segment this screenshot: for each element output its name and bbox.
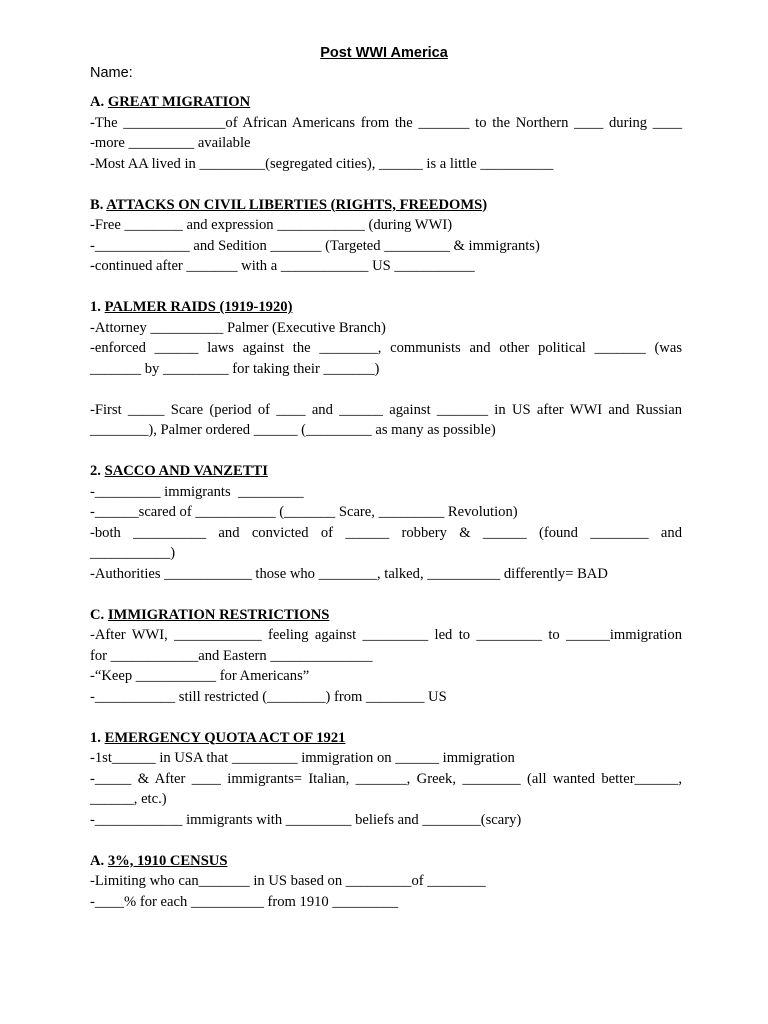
worksheet-line: -“Keep ___________ for Americans” [90, 668, 310, 684]
section-heading [90, 297, 682, 318]
section-immigration-restrictions [90, 605, 682, 708]
worksheet-line: -Limiting who can_______ in US based on _________of ________ [90, 873, 486, 889]
worksheet-line: -Attorney __________ Palmer (Executive Branch) [90, 319, 386, 336]
worksheet-line: _______ by _________ for taking their _______) [90, 360, 380, 377]
worksheet-line: -continued after _______ with a ____________ US ___________ [90, 258, 475, 274]
section-heading [90, 461, 682, 482]
worksheet-line: ___________) [90, 545, 176, 561]
worksheet-line: for ____________and Eastern ______________ [90, 647, 373, 664]
worksheet-line: -Free ________ and expression ____________ (during WWI) [90, 217, 453, 233]
section-prefix: B. [90, 196, 104, 213]
section-title: ATTACKS ON CIVIL LIBERTIES (RIGHTS, FREEDOMS) [106, 196, 488, 213]
section-heading [90, 605, 682, 626]
section-heading [90, 92, 682, 113]
section-1910-census [90, 851, 682, 913]
section-prefix: A. [90, 94, 105, 110]
worksheet-line: -After WWI, ____________ feeling against _________ led to _________ to ______immigration [90, 627, 682, 643]
worksheet-line: -____________ immigrants with _________ beliefs and ________(scary) [90, 811, 522, 828]
section-title: PALMER RAIDS (1919-1920) [104, 299, 293, 315]
worksheet-line: -enforced ______ laws against the ________, communists and other political _______ (was [90, 340, 682, 356]
section-title: EMERGENCY QUOTA ACT OF 1921 [104, 729, 346, 746]
section-palmer-raids [90, 297, 682, 379]
section-heading [90, 851, 682, 872]
section-title: 3%, 1910 CENSUS [107, 852, 228, 869]
name-label: Name: [90, 65, 133, 81]
section-prefix: 2. [90, 463, 101, 479]
section-heading [90, 195, 682, 216]
worksheet-line: -_____________ and Sedition _______ (Targeted _________ & immigrants) [90, 237, 540, 254]
worksheet-line: -both __________ and convicted of ______ robbery & ______ (found ________ and [90, 524, 682, 541]
worksheet-line: ________), Palmer ordered ______ (_________ as many as possible) [90, 422, 496, 438]
worksheet-line: -_________ immigrants _________ [90, 483, 304, 500]
section-emergency-quota-act [90, 728, 682, 831]
page-title: Post WWI America [320, 45, 448, 61]
section-prefix: 1. [90, 729, 101, 746]
worksheet-line: -The ______________of African Americans from the _______ to the Northern ____ during ____ [90, 114, 682, 131]
section-title: GREAT MIGRATION [107, 94, 251, 110]
section-great-migration [90, 92, 682, 174]
worksheet-line: -______scared of ___________ (_______ Scare, _________ Revolution) [90, 504, 518, 520]
worksheet-line: -Most AA lived in _________(segregated cities), ______ is a little __________ [90, 155, 554, 172]
worksheet-line: -___________ still restricted (________) from ________ US [90, 688, 447, 705]
section-title: SACCO AND VANZETTI [104, 463, 268, 479]
worksheet-line: -Authorities ____________ those who ________, talked, __________ differently= BAD [90, 565, 608, 582]
section-prefix: 1. [90, 299, 101, 315]
section-heading [90, 728, 682, 749]
section-sacco-and-vanzetti [90, 461, 682, 584]
worksheet-line: -1st______ in USA that _________ immigration on ______ immigration [90, 750, 515, 766]
worksheet-line: ______, etc.) [90, 791, 167, 807]
worksheet-body [90, 92, 682, 933]
worksheet-line: -____% for each __________ from 1910 _________ [90, 893, 399, 910]
worksheet-line: -First _____ Scare (period of ____ and ______ against _______ in US after WWI and Russian [90, 401, 682, 418]
worksheet-line: -_____ & After ____ immigrants= Italian, _______, Greek, ________ (all wanted better______, [90, 770, 682, 787]
section-red-scare [90, 400, 682, 441]
section-prefix: A. [90, 852, 105, 869]
worksheet-line: -more _________ available [90, 135, 251, 151]
section-title: IMMIGRATION RESTRICTIONS [107, 606, 330, 623]
section-prefix: C. [90, 606, 105, 623]
section-attacks-on-civil-liberties [90, 195, 682, 277]
